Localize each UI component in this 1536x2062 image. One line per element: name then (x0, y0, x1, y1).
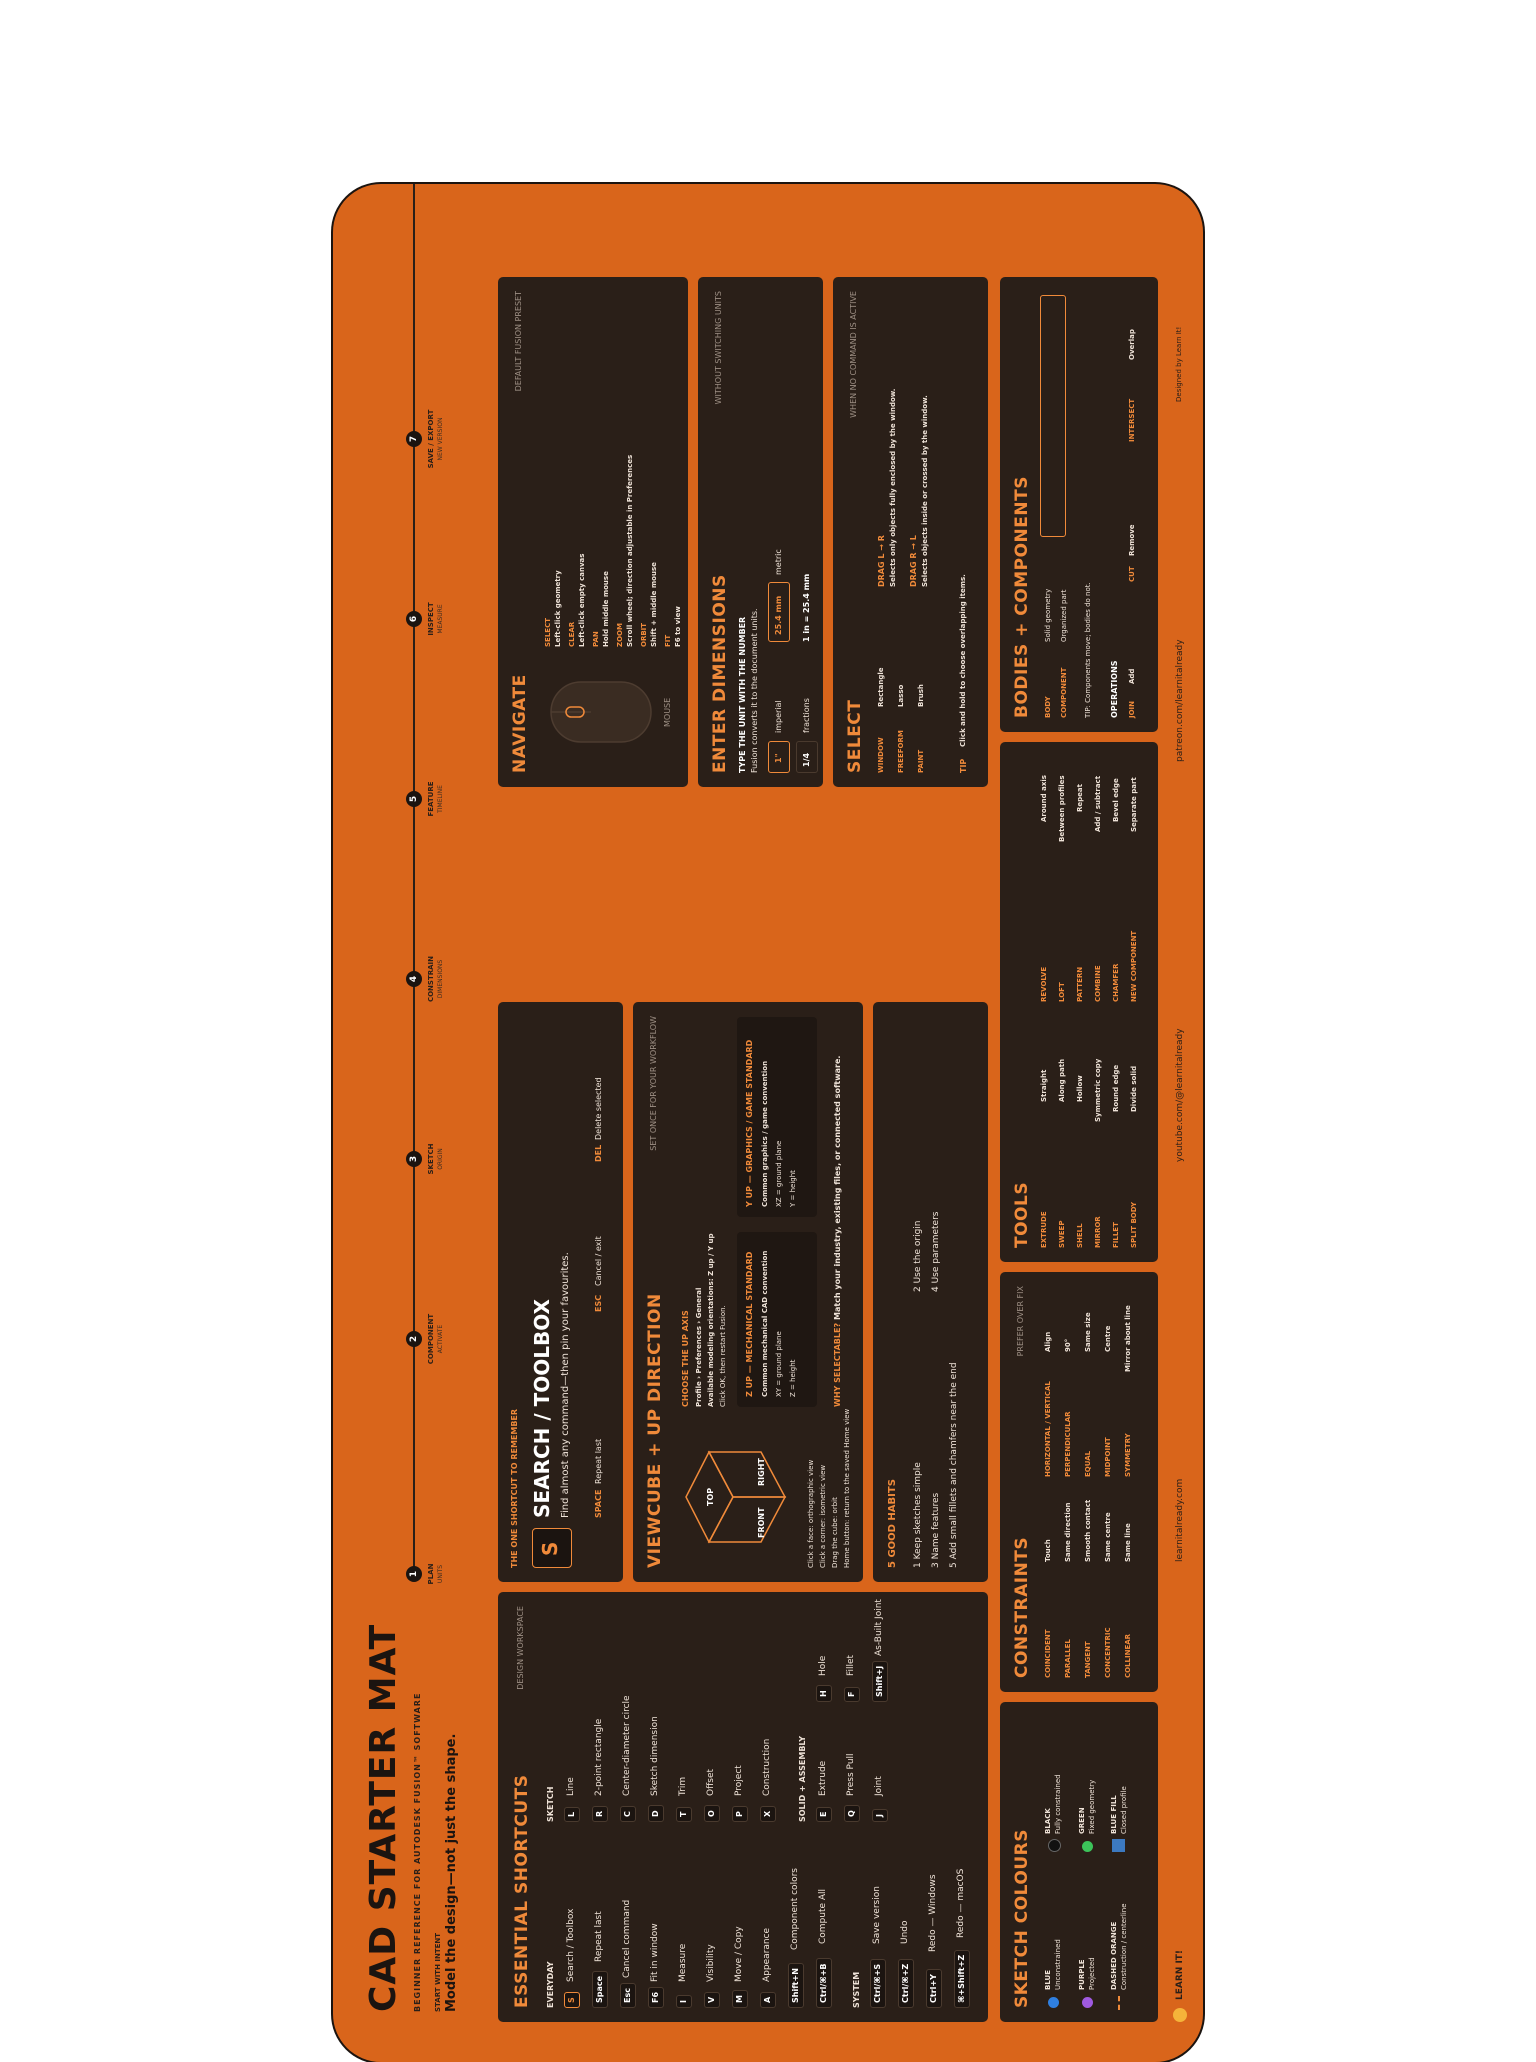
colour-desc: Construction / centerline (1120, 1903, 1128, 1990)
constraint-item: SYMMETRY (1124, 1433, 1132, 1477)
shortcut-label: Search / Toolbox (566, 1908, 576, 1982)
shortcut-key: Shift+N (788, 1963, 804, 2008)
shortcut-label: Hole (818, 1655, 828, 1676)
drag-rl-text: Selects objects inside or crossed by the window. (921, 395, 929, 587)
mm-label: metric (774, 549, 783, 575)
mouse-label: MOUSE (663, 697, 672, 727)
constraint-desc: 90° (1064, 1338, 1072, 1352)
shortcut-key: F6 (648, 1987, 664, 2008)
tool-item: SWEEP (1058, 1220, 1066, 1248)
shortcut-key: Q (844, 1805, 860, 1822)
select-tag: WHEN NO COMMAND IS ACTIVE (849, 291, 858, 418)
tool-item: SPLIT BODY (1130, 1201, 1138, 1248)
why-text: Match your industry, existing files, or connected software. (833, 1055, 842, 1320)
navigate-desc: Scroll wheel; direction adjustable in Preferences (626, 454, 634, 647)
shortcut-key: Space (592, 1971, 608, 2008)
body-item: BODY (1044, 696, 1052, 718)
y-up-line: XZ = ground plane (775, 1140, 783, 1207)
drag-lr-title: DRAG L → R (877, 535, 886, 587)
step-3-sub: ORIGIN (437, 1148, 444, 1170)
navigate-desc: F6 to view (674, 606, 682, 647)
drag-rl-title: DRAG R → L (909, 535, 918, 587)
select-panel (833, 277, 988, 787)
tool-item: NEW COMPONENT (1130, 930, 1138, 1002)
shortcut-label: Component colors (790, 1868, 800, 1950)
operation-desc: Remove (1128, 524, 1136, 556)
constraints-title: CONSTRAINTS (1012, 1536, 1032, 1678)
habit-item: 2 Use the origin (913, 1220, 923, 1292)
shortcut-label: Measure (678, 1943, 688, 1982)
step-3-label: SKETCH (427, 1143, 435, 1175)
dimensions-sub: Fusion converts it to the document units. (750, 608, 759, 773)
shortcut-label: Press Pull (846, 1753, 856, 1796)
shortcut-key: T (676, 1807, 692, 1822)
shortcut-key: Ctrl/⌘+B (816, 1958, 832, 2008)
navigate-item: PAN (592, 631, 600, 647)
enter-dimensions-panel (698, 277, 823, 787)
step-4-sub: DIMENSIONS (437, 959, 444, 999)
step-7-number: 7 (406, 431, 422, 447)
navigate-title: NAVIGATE (510, 674, 530, 773)
shortcut-label: Save version (872, 1886, 882, 1944)
footer-site: learnitalready.com (1175, 1478, 1185, 1562)
step-3-number: 3 (406, 1151, 422, 1167)
step-5-sub: TIMELINE (437, 785, 444, 813)
operation-desc: Add (1128, 668, 1136, 684)
workflow-line (413, 184, 415, 1574)
viewcube-icon (681, 1442, 791, 1552)
navigate-item: SELECT (544, 618, 552, 647)
y-up-line: Common graphics / game convention (761, 1060, 769, 1207)
navigate-desc: Left-click empty canvas (578, 553, 586, 647)
drag-lr-text: Selects only objects fully enclosed by the window. (889, 388, 897, 587)
select-title: SELECT (845, 699, 865, 773)
choose-line: Click OK, then restart Fusion. (719, 1305, 727, 1407)
operation-desc: Overlap (1128, 329, 1136, 360)
select-mode: FREEFORM (897, 730, 905, 773)
solid-heading: SOLID + ASSEMBLY (798, 1735, 807, 1822)
select-mode-desc: Lasso (897, 684, 905, 707)
shortcut-key: M (732, 1990, 748, 2008)
shortcut-key: O (704, 1805, 720, 1822)
shortcut-label: Construction (762, 1738, 772, 1796)
habit-item: 3 Name features (931, 1492, 941, 1568)
constraint-desc: Same line (1124, 1523, 1132, 1562)
mat-subtitle: BEGINNER REFERENCE FOR AUTODESK FUSION™ SOFTWARE (413, 1692, 422, 2012)
step-7-sub: NEW VERSION (437, 417, 444, 461)
search-item-key: ESC (594, 1294, 603, 1312)
shortcuts-title: ESSENTIAL SHORTCUTS (512, 1774, 532, 2008)
dimensions-heading: TYPE THE UNIT WITH THE NUMBER (738, 616, 747, 773)
constraints-panel (1000, 1272, 1158, 1692)
constraint-item: CONCENTRIC (1104, 1627, 1112, 1678)
search-item-key: DEL (594, 1144, 603, 1162)
viewcube-note: Click a corner: isometric view (819, 1464, 827, 1568)
step-6-label: INSPECT (427, 602, 435, 636)
shortcut-label: Cancel command (622, 1899, 632, 1978)
mat-title: CAD STARTER MAT (363, 1623, 404, 2012)
step-5-label: FEATURE (427, 781, 435, 817)
operation-item: JOIN (1128, 700, 1136, 718)
search-heading: THE ONE SHORTCUT TO REMEMBER (510, 1408, 519, 1568)
cube-front-label: FRONT (757, 1507, 766, 1538)
select-mode: WINDOW (877, 737, 885, 773)
choose-line: Profile › Preferences › General (695, 1287, 703, 1407)
colour-desc: Projected (1088, 1957, 1096, 1990)
shortcut-label: Compute All (818, 1888, 828, 1944)
navigate-desc: Left-click geometry (554, 570, 562, 647)
navigate-tag: DEFAULT FUSION PRESET (514, 291, 523, 392)
shortcut-key: I (676, 1995, 692, 2008)
select-mode-desc: Brush (917, 684, 925, 707)
shortcut-key: L (564, 1807, 580, 1822)
sketch-heading: SKETCH (546, 1786, 555, 1822)
shortcut-key: J (872, 1809, 888, 1822)
step-4-label: CONSTRAIN (427, 955, 435, 1003)
constraint-desc: Same direction (1064, 1502, 1072, 1562)
search-item-label: Repeat last (594, 1438, 603, 1484)
shortcut-label: Trim (678, 1776, 688, 1796)
step-1-label: PLAN (427, 1563, 435, 1585)
mm-value: 25.4 mm (774, 595, 783, 635)
colour-name: PURPLE (1078, 1959, 1086, 1990)
shortcut-key: F (844, 1687, 860, 1702)
dimensions-tag: WITHOUT SWITCHING UNITS (714, 291, 723, 405)
shortcut-key: D (648, 1805, 664, 1822)
tool-desc: Hollow (1076, 1075, 1084, 1102)
constraint-item: HORIZONTAL / VERTICAL (1044, 1381, 1052, 1477)
constraint-desc: Touch (1044, 1539, 1052, 1562)
search-item-label: Delete selected (594, 1077, 603, 1140)
colour-desc: Fixed geometry (1088, 1779, 1096, 1834)
tool-item: SHELL (1076, 1223, 1084, 1248)
purple-swatch-icon (1082, 1997, 1093, 2008)
operation-item: CUT (1128, 566, 1136, 582)
bodies-tip-box (1040, 295, 1066, 537)
shortcut-key: Ctrl/⌘+S (870, 1959, 886, 2008)
step-6-number: 6 (406, 611, 422, 627)
tool-item: PATTERN (1076, 966, 1084, 1002)
colour-name: DASHED ORANGE (1110, 1921, 1118, 1990)
fraction-label: fractions (802, 698, 811, 733)
shortcut-label: Appearance (762, 1927, 772, 1982)
constraint-desc: Align (1044, 1331, 1052, 1352)
viewcube-note: Home button: return to the saved Home view (843, 1408, 851, 1568)
shortcut-key: S (564, 1992, 580, 2008)
shortcut-label: Fillet (846, 1654, 856, 1676)
colour-desc: Fully constrained (1054, 1774, 1062, 1834)
shortcut-label: As-Built Joint (874, 1599, 884, 1656)
step-2-label: COMPONENT (427, 1313, 435, 1365)
navigate-item: FIT (664, 634, 672, 647)
shortcut-label: Move / Copy (734, 1926, 744, 1982)
colour-name: BLUE (1044, 1969, 1052, 1990)
select-mode-desc: Rectangle (877, 667, 885, 707)
component-item: COMPONENT (1060, 667, 1068, 718)
intent-text: Model the design—not just the shape. (444, 1733, 459, 2012)
tool-desc: Separate part (1130, 777, 1138, 832)
shortcut-key: ⌘+Shift+Z (954, 1950, 970, 2008)
constraint-desc: Same size (1084, 1312, 1092, 1352)
colour-desc: Unconstrained (1054, 1939, 1062, 1990)
step-5-number: 5 (406, 791, 422, 807)
blue-swatch-icon (1048, 1997, 1059, 2008)
shortcut-label: Joint (874, 1776, 884, 1796)
shortcut-label: Extrude (818, 1760, 828, 1796)
constraint-desc: Smooth contact (1084, 1499, 1092, 1562)
operations-heading: OPERATIONS (1110, 660, 1119, 718)
select-tip-label: TIP (959, 758, 968, 773)
tool-item: CHAMFER (1112, 963, 1120, 1002)
sketch-colours-panel (1000, 1702, 1158, 2022)
tool-item: COMBINE (1094, 965, 1102, 1002)
inch-value: 1" (774, 753, 783, 763)
tool-desc: Symmetric copy (1094, 1058, 1102, 1122)
viewcube-note: Click a face: orthographic view (807, 1459, 815, 1568)
shortcut-key: Esc (620, 1983, 636, 2008)
navigate-desc: Hold middle mouse (602, 571, 610, 647)
footer-brand: LEARN IT! (1175, 1949, 1185, 2000)
shortcut-label: Redo — macOS (956, 1868, 966, 1938)
viewcube-title: VIEWCUBE + UP DIRECTION (645, 1293, 665, 1568)
shortcut-label: Center-diameter circle (622, 1695, 632, 1796)
habits-title: 5 GOOD HABITS (887, 1479, 898, 1568)
dimensions-title: ENTER DIMENSIONS (710, 574, 730, 773)
constraint-item: COINCIDENT (1044, 1629, 1052, 1678)
constraint-item: TANGENT (1084, 1641, 1092, 1678)
constraint-item: PARALLEL (1064, 1639, 1072, 1678)
footer-credit: Designed by Learn It! (1175, 326, 1183, 402)
shortcut-label: 2-point rectangle (594, 1718, 604, 1796)
navigate-item: ORBIT (640, 622, 648, 647)
search-text: Find almost any command—then pin your favourites. (560, 1252, 571, 1518)
tool-desc: Add / subtract (1094, 775, 1102, 832)
navigate-item: ZOOM (616, 623, 624, 647)
constraint-desc: Mirror about line (1124, 1305, 1132, 1372)
cube-right-label: RIGHT (757, 1458, 766, 1486)
constraint-item: PERPENDICULAR (1064, 1411, 1072, 1477)
cube-top-label: TOP (706, 1487, 715, 1506)
z-up-line: XY = ground plane (775, 1331, 783, 1397)
green-swatch-icon (1082, 1841, 1093, 1852)
tool-desc: Round edge (1112, 1064, 1120, 1112)
step-2-number: 2 (406, 1331, 422, 1347)
tool-desc: Straight (1040, 1069, 1048, 1102)
shortcut-key: Ctrl/⌘+Z (898, 1959, 914, 2008)
viewcube-tag: SET ONCE FOR YOUR WORKFLOW (649, 1016, 658, 1151)
shortcut-label: Repeat last (594, 1911, 604, 1962)
step-2-sub: ACTIVATE (437, 1324, 444, 1354)
step-1-sub: UNITS (437, 1564, 444, 1584)
shortcut-key: P (732, 1806, 748, 1822)
tool-desc: Divide solid (1130, 1065, 1138, 1112)
navigate-desc: Shift + middle mouse (650, 562, 658, 647)
navigate-item: CLEAR (568, 621, 576, 647)
shortcut-key: C (620, 1806, 636, 1822)
step-4-number: 4 (406, 971, 422, 987)
shortcut-label: Sketch dimension (650, 1716, 660, 1796)
tool-desc: Around axis (1040, 775, 1048, 822)
search-item-key: SPACE (594, 1489, 603, 1518)
bodies-components-panel (1000, 277, 1158, 732)
shortcut-label: Project (734, 1765, 744, 1796)
step-1-number: 1 (406, 1566, 422, 1582)
search-key: S (538, 1541, 562, 1556)
z-up-title: Z UP — MECHANICAL STANDARD (745, 1251, 754, 1397)
shortcut-key: V (704, 1992, 720, 2008)
shortcut-key: E (816, 1807, 832, 1822)
conversion-text: 1 in = 25.4 mm (802, 573, 811, 642)
tools-title: TOOLS (1012, 1181, 1032, 1248)
tool-item: REVOLVE (1040, 966, 1048, 1002)
habit-item: 4 Use parameters (931, 1211, 941, 1292)
why-label: WHY SELECTABLE? (833, 1322, 842, 1407)
habit-item: 1 Keep sketches simple (913, 1462, 923, 1568)
shortcuts-tag: DESIGN WORKSPACE (516, 1606, 525, 1690)
footer-youtube: youtube.com/@learnitalready (1175, 1028, 1185, 1162)
system-heading: SYSTEM (852, 1971, 861, 2008)
tools-panel (1000, 742, 1158, 1262)
shortcut-key: Shift+J (872, 1661, 888, 1702)
constraint-desc: Same centre (1104, 1512, 1112, 1562)
select-mode: PAINT (917, 749, 925, 773)
step-7-label: SAVE / EXPORT (427, 409, 435, 469)
footer-patreon: patreon.com/learnitalready (1175, 639, 1185, 762)
viewcube-panel (633, 1002, 863, 1582)
colour-name: BLACK (1044, 1808, 1052, 1834)
learnit-logo-icon (1173, 2008, 1187, 2022)
shortcut-label: Offset (706, 1768, 716, 1796)
body-desc: Solid geometry (1044, 588, 1052, 642)
tool-desc: Between profiles (1058, 775, 1066, 842)
tool-desc: Bevel edge (1112, 778, 1120, 822)
shortcut-key: Ctrl+Y (926, 1969, 942, 2008)
dashed-orange-swatch-icon (1118, 1996, 1120, 2010)
intent-label: START WITH INTENT (434, 1932, 442, 2012)
y-up-title: Y UP — GRAPHICS / GAME STANDARD (745, 1039, 754, 1207)
shortcut-label: Fit in window (650, 1923, 660, 1982)
navigate-panel (498, 277, 688, 787)
choose-heading: CHOOSE THE UP AXIS (681, 1310, 690, 1407)
fraction-value: 1/4 (802, 752, 811, 767)
black-swatch-icon (1048, 1839, 1061, 1852)
mouse-icon (546, 677, 656, 747)
viewcube-note: Drag the cube: orbit (831, 1497, 839, 1568)
z-up-line: Common mechanical CAD convention (761, 1250, 769, 1397)
shortcut-key: R (592, 1806, 608, 1822)
shortcut-label: Redo — Windows (928, 1874, 938, 1952)
search-title: SEARCH / TOOLBOX (530, 1299, 554, 1518)
constraint-item: MIDPOINT (1104, 1437, 1112, 1477)
operation-item: INTERSECT (1128, 398, 1136, 442)
shortcut-label: Undo (900, 1920, 910, 1944)
colour-name: BLUE FILL (1110, 1795, 1118, 1834)
essential-shortcuts-panel (498, 1592, 988, 2022)
constraints-tag: PREFER OVER FIX (1016, 1286, 1025, 1357)
tool-desc: Repeat (1076, 784, 1084, 812)
bodies-title: BODIES + COMPONENTS (1012, 476, 1032, 718)
select-tip-text: Click and hold to choose overlapping items. (959, 574, 967, 747)
constraint-item: COLLINEAR (1124, 1633, 1132, 1678)
y-up-line: Y = height (789, 1170, 797, 1207)
constraint-item: EQUAL (1084, 1450, 1092, 1477)
inch-label: imperial (774, 700, 783, 733)
tool-item: EXTRUDE (1040, 1211, 1048, 1248)
good-habits-panel (873, 1002, 988, 1582)
shortcut-key: A (760, 1992, 776, 2008)
step-6-sub: MEASURE (437, 604, 444, 634)
tool-item: LOFT (1058, 982, 1066, 1002)
habit-item: 5 Add small fillets and chamfers near the end (949, 1362, 959, 1568)
cad-starter-mat (333, 184, 1203, 2062)
z-up-line: Z = height (789, 1359, 797, 1397)
colours-title: SKETCH COLOURS (1012, 1829, 1032, 2008)
shortcut-label: Visibility (706, 1944, 716, 1982)
search-item-label: Cancel / exit (594, 1236, 603, 1286)
colour-name: GREEN (1078, 1807, 1086, 1834)
colour-desc: Closed profile (1120, 1786, 1128, 1834)
constraint-desc: Centre (1104, 1325, 1112, 1352)
everyday-heading: EVERYDAY (546, 1961, 555, 2008)
shortcut-label: Line (566, 1777, 576, 1796)
shortcut-key: H (816, 1685, 832, 1702)
tool-desc: Along path (1058, 1058, 1066, 1102)
blue-fill-swatch-icon (1112, 1839, 1125, 1852)
bodies-tip: TIP: Components move; bodies do not. (1084, 582, 1092, 718)
component-desc: Organized part (1060, 589, 1068, 642)
tool-item: FILLET (1112, 1222, 1120, 1248)
tool-item: MIRROR (1094, 1216, 1102, 1248)
choose-line: Available modeling orientations: Z up / Y up (707, 1233, 715, 1407)
search-toolbox-panel (498, 1002, 623, 1582)
shortcut-key: X (760, 1806, 776, 1822)
